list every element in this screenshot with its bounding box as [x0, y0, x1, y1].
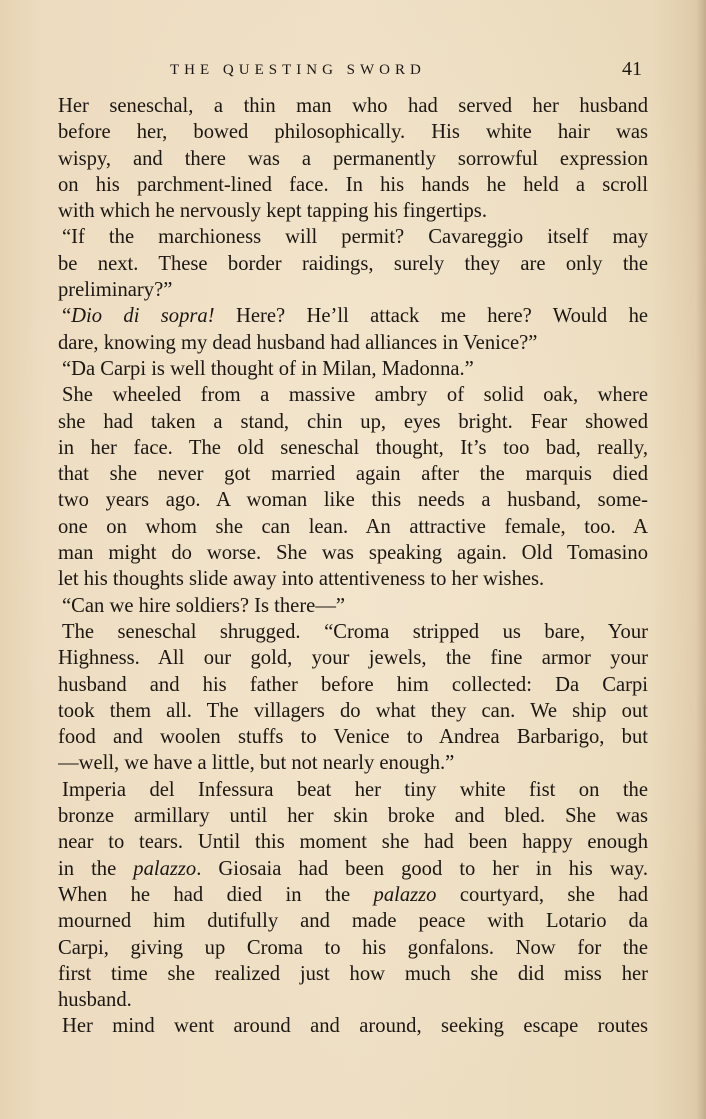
- text-segment: husband.: [58, 989, 132, 1012]
- text-segment: man might do worse. She was speaking again. Old Tomasino: [58, 542, 648, 565]
- text-segment: near to tears. Until this moment she had been happy enough: [58, 831, 648, 854]
- text-segment: be next. These border raidings, surely they are only the: [58, 252, 648, 275]
- text-segment: with which he nervously kept tapping his fingertips.: [58, 200, 487, 223]
- text-line: [58, 435, 648, 461]
- text-segment: two years ago. A woman like this needs a husband, some-: [58, 489, 648, 512]
- text-line: [58, 987, 648, 1013]
- text-line: [58, 672, 648, 698]
- text-line: [58, 330, 648, 356]
- text-segment: wispy, and there was a permanently sorrowful expression: [58, 147, 648, 170]
- text-segment: bronze armillary until her skin broke and bled. She was: [58, 805, 648, 828]
- text-line: [58, 461, 648, 487]
- text-line: [58, 146, 648, 172]
- text-segment: “Can we hire soldiers? Is there—”: [62, 594, 346, 617]
- text-segment: took them all. The villagers do what they can. We ship out: [58, 699, 648, 722]
- text-line: [58, 750, 648, 776]
- text-segment: When he had died in the: [58, 883, 374, 906]
- text-line: [58, 224, 648, 250]
- page-header: [58, 58, 648, 84]
- text-segment: preliminary?”: [58, 279, 173, 302]
- text-segment: let his thoughts slide away into attentiveness to her wishes.: [58, 568, 545, 591]
- text-line: [58, 935, 648, 961]
- text-segment: Carpi, giving up Croma to his gonfalons. Now for the: [58, 936, 648, 959]
- text-line: [58, 382, 648, 408]
- text-segment: dare, knowing my dead husband had alliances in Venice?”: [58, 331, 538, 354]
- text-segment: she had taken a stand, chin up, eyes bright. Fear showed: [58, 410, 648, 433]
- text-line: [58, 198, 648, 224]
- page-number: 41: [622, 58, 642, 80]
- text-line: [58, 514, 648, 540]
- text-segment: in the: [58, 857, 134, 880]
- text-segment: Highness. All our gold, your jewels, the fine armor your: [58, 647, 648, 670]
- text-segment: Here? He’ll attack me here? Would he: [214, 305, 648, 328]
- italic-text-segment: Dio di sopra!: [71, 305, 215, 328]
- text-line: [58, 593, 648, 619]
- text-line: [58, 961, 648, 987]
- text-segment: The seneschal shrugged. “Croma stripped us bare, Your: [62, 620, 648, 643]
- text-segment: —well, we have a little, but not nearly enough.”: [58, 752, 455, 775]
- italic-text-segment: palazzo: [133, 857, 197, 880]
- text-segment: one on whom she can lean. An attractive female, too. A: [58, 515, 648, 538]
- text-segment: Imperia del Infessura beat her tiny white fist on the: [62, 778, 648, 801]
- text-segment: courtyard, she had: [436, 883, 648, 906]
- text-line: [58, 856, 648, 882]
- body-text: [58, 93, 648, 1040]
- text-segment: . Giosaia had been good to her in his way.: [196, 857, 648, 880]
- text-line: [58, 908, 648, 934]
- text-line: [58, 724, 648, 750]
- text-line: [58, 645, 648, 671]
- text-segment: “If the marchioness will permit? Cavareggio itself may: [62, 226, 648, 249]
- text-line: [58, 119, 648, 145]
- text-line: [58, 487, 648, 513]
- text-segment: food and woolen stuffs to Venice to Andrea Barbarigo, but: [58, 726, 648, 749]
- text-line: [58, 777, 648, 803]
- text-segment: before her, bowed philosophically. His white hair was: [58, 121, 648, 144]
- text-line: [58, 882, 648, 908]
- text-line: [58, 172, 648, 198]
- text-segment: that she never got married again after the marquis died: [58, 463, 648, 486]
- text-line: [58, 409, 648, 435]
- text-line: [58, 277, 648, 303]
- text-segment: “: [62, 305, 72, 328]
- text-segment: Her seneschal, a thin man who had served her husband: [58, 95, 648, 117]
- text-line: [58, 829, 648, 855]
- text-line: [58, 803, 648, 829]
- text-segment: “Da Carpi is well thought of in Milan, Madonna.”: [62, 357, 474, 380]
- text-segment: She wheeled from a massive ambry of solid oak, where: [62, 384, 648, 407]
- text-segment: on his parchment-lined face. In his hands he held a scroll: [58, 173, 648, 196]
- italic-text-segment: palazzo: [373, 883, 437, 906]
- text-line: [58, 93, 648, 119]
- text-line: [58, 356, 648, 382]
- running-head: THE QUESTING SWORD: [170, 62, 426, 78]
- page-edge-shadow: [696, 0, 706, 1119]
- text-line: [58, 251, 648, 277]
- text-segment: mourned him dutifully and made peace with Lotario da: [58, 910, 648, 933]
- text-segment: in her face. The old seneschal thought, It’s too bad, really,: [58, 436, 648, 459]
- text-segment: husband and his father before him collected: Da Carpi: [58, 673, 648, 696]
- text-segment: Her mind went around and around, seeking escape routes: [62, 1015, 648, 1038]
- text-line: [58, 566, 648, 592]
- text-segment: first time she realized just how much she did miss her: [58, 962, 648, 985]
- text-line: [58, 698, 648, 724]
- text-line: [58, 303, 648, 329]
- text-line: [58, 619, 648, 645]
- text-line: [58, 540, 648, 566]
- text-line: [58, 1013, 648, 1039]
